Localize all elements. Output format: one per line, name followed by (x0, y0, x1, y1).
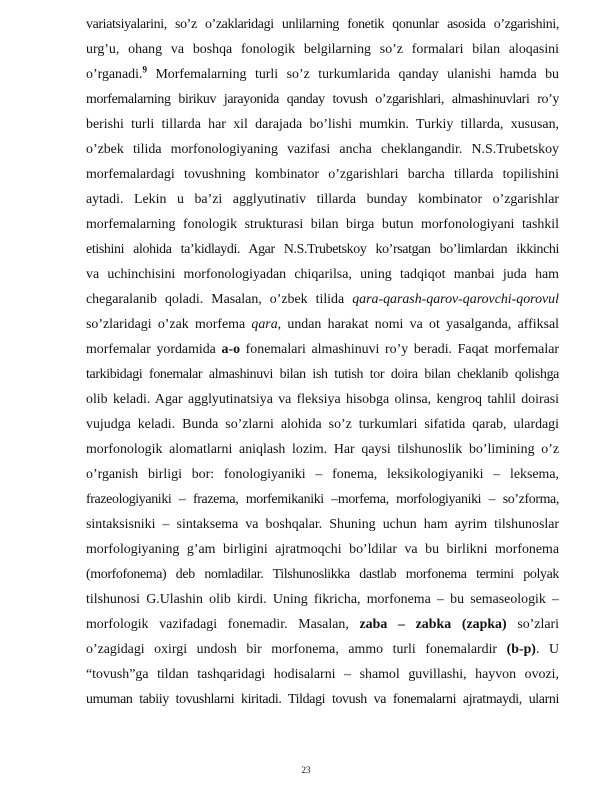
text-line (86, 387, 559, 412)
text-run: qara (251, 317, 278, 332)
text-run: “tovush”ga tildan tashqaridagi hodisalarni – shamol guvillashi, hayvon ovozi, (86, 667, 559, 682)
text-run: frazeologiyaniki – frazema, morfemikaniki –morfema, morfologiyaniki – so’zforma, (86, 492, 559, 507)
text-run: morfemalardagi tovushning kombinator o’zgarishlari barcha tillarda topilishini (86, 167, 559, 182)
text-run: a-o (221, 342, 241, 357)
text-line (86, 587, 559, 612)
text-line (86, 637, 559, 662)
text-line (86, 87, 559, 112)
text-line (86, 312, 559, 337)
text-run: variatsiyalarini, so’z o’zaklaridagi unlilarning fonetik qonunlar asosida o’zgarishini, (86, 17, 559, 32)
footnote-marker: 9 (142, 64, 147, 75)
text-line (86, 412, 559, 437)
page-number: 23 (301, 765, 311, 775)
text-run: o’rganish birligi bor: fonologiyaniki – fonema, leksikologiyaniki – leksema, (86, 467, 559, 482)
text-run: fonemalari almashinuvi ro’y beradi. Faqat morfemalar (240, 342, 559, 357)
text-line (86, 187, 559, 212)
document-body (86, 12, 559, 712)
text-run: berishi turli tillarda har xil darajada bo’lishi mumkin. Turkiy tillarda, xususan, (86, 117, 559, 132)
text-run: morfemalar yordamida (86, 342, 222, 357)
text-run: morfemalarning birikuv jarayonida qanday tovush o’zgarishlari, almashinuvlari ro’y (86, 92, 559, 107)
text-run: morfonologik alomatlarni aniqlash lozim. Har qaysi tilshunoslik bo’limining o’z (86, 442, 559, 457)
text-run: urg’u, ohang va boshqa fonologik belgilarning so’z formalari bilan aloqasini (86, 42, 559, 57)
text-run: , undan harakat nomi va ot yasalganda, affiksal (277, 317, 559, 332)
text-line (86, 487, 559, 512)
text-line (86, 687, 559, 712)
text-line (86, 462, 559, 487)
text-line (86, 12, 559, 37)
text-run: (morfofonema) deb nomladilar. Tilshunoslikka dastlab morfonema termini polyak (86, 567, 559, 582)
text-run: (b-p) (506, 642, 536, 657)
text-run: qara-qarash-qarov-qarovchi-qorovul (352, 292, 559, 307)
text-line (86, 612, 559, 637)
text-line (86, 212, 559, 237)
text-line (86, 337, 559, 362)
text-line (86, 237, 559, 262)
text-line (86, 437, 559, 462)
text-run: Morfemalarning turli so’z turkumlarida qanday ulanishi hamda bu (146, 67, 559, 82)
text-line (86, 287, 559, 312)
text-line (86, 662, 559, 687)
text-run: zaba – zabka (zapka) (359, 617, 507, 632)
text-run: so’zlari (506, 617, 559, 632)
text-line (86, 537, 559, 562)
text-run: morfemalarning fonologik strukturasi bilan birga butun morfonologiyani tashkil (86, 217, 559, 232)
text-run: tarkibidagi fonemalar almashinuvi bilan ish tutish tor doira bilan cheklanib qolishga (86, 367, 559, 382)
text-run: tilshunosi G.Ulashin olib kirdi. Uning fikricha, morfonema – bu semaseologik – (86, 592, 559, 607)
text-run: morfologik vazifadagi fonemadir. Masalan, (86, 617, 360, 632)
text-run: va uchinchisini morfonologiyadan chiqarilsa, uning tadqiqot manbai juda ham (86, 267, 559, 282)
text-line (86, 262, 559, 287)
text-line (86, 137, 559, 162)
text-run: so’zlaridagi o’zak morfema (86, 317, 252, 332)
text-run: sintaksisniki – sintaksema va boshqalar. Shuning uchun ham ayrim tilshunoslar (86, 517, 559, 532)
text-line (86, 37, 559, 62)
text-line (86, 512, 559, 537)
text-run: umuman tabiiy tovushlarni kiritadi. Tildagi tovush va fonemalarni ajratmaydi, ularni (86, 692, 559, 707)
text-line (86, 362, 559, 387)
text-run: o’zagidagi oxirgi undosh bir morfonema, ammo turli fonemalardir (86, 642, 507, 657)
text-run: o’zbek tilida morfonologiyaning vazifasi ancha cheklangandir. N.S.Trubetskoy (86, 142, 559, 157)
text-line (86, 162, 559, 187)
text-run: . U (535, 642, 559, 657)
text-line (86, 562, 559, 587)
text-run: olib keladi. Agar agglyutinatsiya va fleksiya hisobga olinsa, kengroq tahlil doirasi (86, 392, 559, 407)
text-run: etishini alohida ta’kidlaydi. Agar N.S.Trubetskoy ko’rsatgan bo’limlardan ikkinchi (86, 242, 559, 257)
text-run: morfologiyaning g’am birligini ajratmoqchi bo’ldilar va bu birlikni morfonema (86, 542, 559, 557)
text-line (86, 62, 559, 87)
text-run: chegaralanib qoladi. Masalan, o’zbek tilida (86, 292, 353, 307)
text-line (86, 112, 559, 137)
text-run: vujudga keladi. Bunda so’zlarni alohida so’z turkumlari sifatida qarab, ulardagi (86, 417, 559, 432)
text-run: o’rganadi. (86, 67, 143, 82)
text-run: aytadi. Lekin u ba’zi agglyutinativ tillarda bunday kombinator o’zgarishlar (86, 192, 559, 207)
